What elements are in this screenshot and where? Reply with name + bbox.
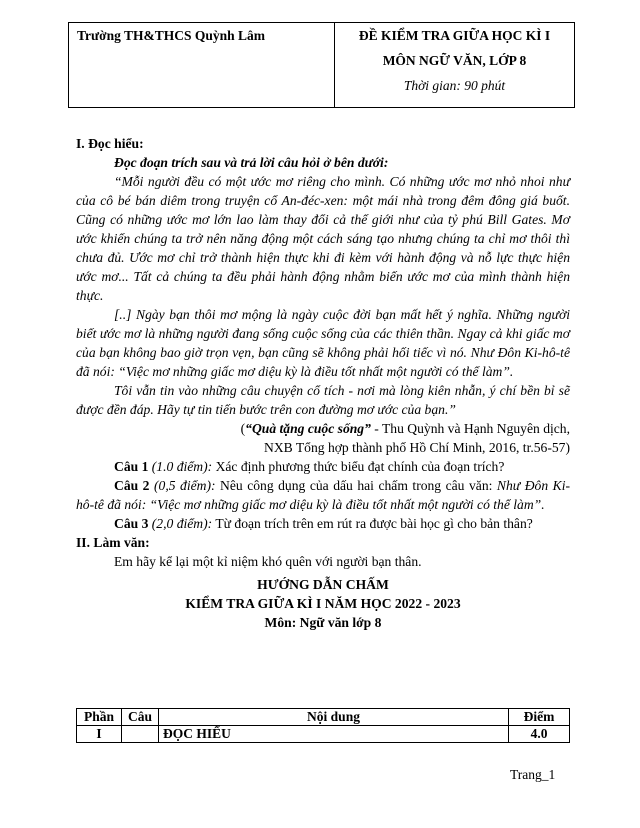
q2-label: Câu 2 — [114, 478, 150, 493]
passage-paragraph-1: “Mỗi người đều có một ước mơ riêng cho mình. Có những ước mơ nhỏ nhoi như của cô bé bán diêm trong truyện cổ An-đéc-xen: một mái nhà trong đêm đông giá buốt. Cũng có những ước mơ lớn lao làm thay đổi cả thế giới như của tỷ phú Bill Gates. Mơ ước khiến chúng ta trở nên năng động một cách sáng tạo nhưng chúng ta chỉ mơ thôi thì chưa đủ. Ước mơ chỉ trở thành hiện thực khi đi kèm với hành động và nỗ lực thực hiện ước mơ... Tất cả chúng ta đều phải hành động nhằm biến ước mơ của mình thành hiện thực. — [76, 174, 570, 303]
page-number: Trang_1 — [510, 767, 556, 782]
guide-title: HƯỚNG DẪN CHẤM — [257, 577, 389, 592]
passage-source-2: NXB Tổng hợp thành phố Hồ Chí Minh, 2016, tr.56-57) — [264, 440, 570, 455]
cell-part: I — [77, 726, 122, 743]
section1-heading: I. Đọc hiểu: — [76, 136, 144, 151]
essay-prompt: Em hãy kể lại một kỉ niệm khó quên với người bạn thân. — [114, 554, 422, 569]
col-header-score: Điểm — [509, 709, 570, 726]
table-header-row — [77, 709, 570, 726]
guide-subject: Môn: Ngữ văn lớp 8 — [264, 615, 382, 630]
q3-points: (2,0 điểm): — [148, 516, 213, 531]
document-body — [76, 134, 570, 632]
q2-points: (0,5 điểm): — [149, 478, 216, 493]
col-header-part: Phần — [77, 709, 122, 726]
reading-instruction: Đọc đoạn trích sau và trả lời câu hỏi ở bên dưới: — [114, 155, 389, 170]
section2-heading: II. Làm văn: — [76, 535, 150, 550]
cell-content: ĐỌC HIỂU — [159, 726, 509, 743]
table-row — [77, 726, 570, 743]
school-name: Trường TH&THCS Quỳnh Lâm — [69, 23, 335, 107]
exam-time: Thời gian: 90 phút — [403, 78, 506, 93]
q1-text: Xác định phương thức biểu đạt chính của đoạn trích? — [212, 459, 505, 474]
cell-question — [122, 726, 159, 743]
source-paren: ( — [240, 421, 246, 436]
passage-paragraph-3: Tôi vẫn tin vào những câu chuyện cổ tích - nơi mà lòng kiên nhẫn, ý chí bền bỉ sẽ được đền đáp. Hãy tự tin tiến bước trên con đường mơ ước của bạn.” — [76, 383, 570, 417]
col-header-content: Nội dung — [159, 709, 509, 726]
q2-text: Nêu công dụng của dấu hai chấm trong câu văn: — [215, 478, 497, 493]
exam-title: ĐỀ KIỂM TRA GIỮA HỌC KÌ I — [358, 28, 551, 43]
q3-text: Từ đoạn trích trên em rút ra được bài học gì cho bản thân? — [212, 516, 533, 531]
source-translators: - Thu Quỳnh và Hạnh Nguyên dịch, — [370, 421, 570, 436]
q1-label: Câu 1 — [114, 459, 149, 474]
question-1 — [76, 457, 570, 476]
header-table — [68, 22, 575, 108]
source-title: “Quà tặng cuộc sống” — [245, 421, 371, 436]
exam-info — [335, 23, 574, 107]
passage-source-1 — [76, 419, 570, 438]
q2-quote: Như Đôn Ki-hô-tê đã nói: “Việc mơ những giấc mơ diệu kỳ là điều tốt nhất một người có thể làm”. — [76, 478, 571, 512]
question-2 — [76, 476, 570, 514]
passage-paragraph-2: [..] Ngày bạn thôi mơ mộng là ngày cuộc đời bạn mất hết ý nghĩa. Những người biết ước mơ là những người đang sống cuộc sống của các thiên thần. Ngay cả khi giấc mơ của bạn không bao giờ trọn vẹn, bạn cũng sẽ không phải hối tiếc vì nó. Như Đôn Ki-hô-tê đã nói: “Việc mơ những giấc mơ diệu kỳ là điều tốt nhất một người có thể làm”. — [76, 307, 570, 379]
q3-label: Câu 3 — [114, 516, 149, 531]
question-3 — [76, 514, 570, 533]
subject-title: MÔN NGỮ VĂN, LỚP 8 — [382, 53, 527, 68]
cell-score: 4.0 — [509, 726, 570, 743]
guide-subtitle: KIỂM TRA GIỮA KÌ I NĂM HỌC 2022 - 2023 — [185, 596, 461, 611]
col-header-question: Câu — [122, 709, 159, 726]
q1-points: (1.0 điểm): — [148, 459, 213, 474]
grading-table — [76, 708, 570, 743]
